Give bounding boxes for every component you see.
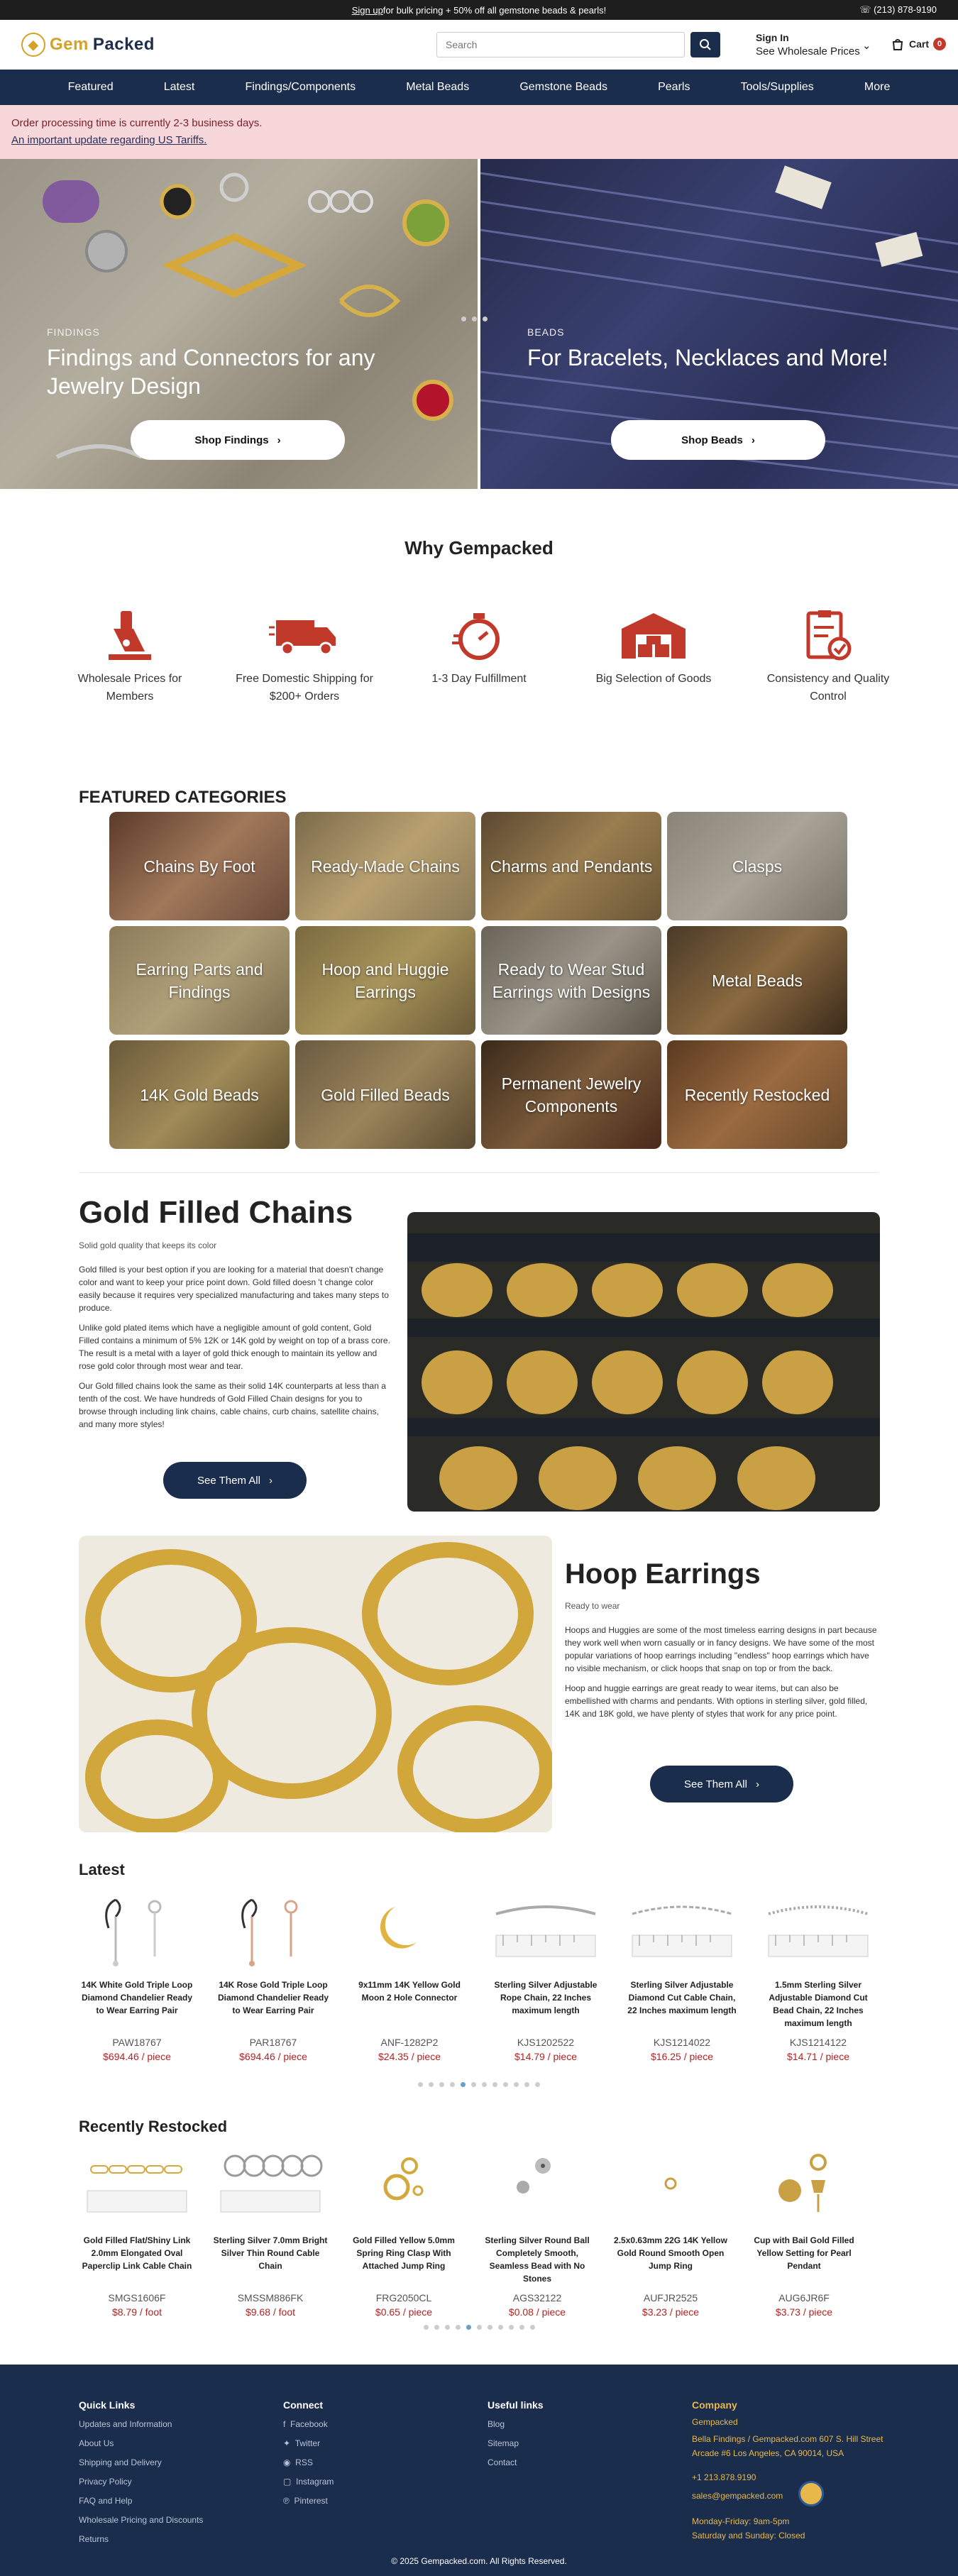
nav-gemstone-beads[interactable]: Gemstone Beads [519, 81, 607, 93]
gold-chain-spools-image [407, 1212, 880, 1512]
carousel-dot[interactable] [519, 2325, 524, 2330]
nav-tools-supplies[interactable]: Tools/Supplies [740, 81, 814, 93]
nav-more[interactable]: More [864, 81, 891, 93]
gold-filled-see-all-button[interactable] [163, 1462, 307, 1499]
footer-connect [283, 2396, 334, 2511]
carousel-dot[interactable] [477, 2325, 482, 2330]
footer-link-privacy[interactable]: Privacy Policy [79, 2477, 132, 2487]
product-image [492, 1886, 599, 1971]
footer-company [692, 2396, 883, 2543]
gold-filled-paragraph-3: Our Gold filled chains look the same as their solid 14K counterparts at less than a tenth of the cost. We have hundreds of Gold Filled Chain designs for you to browse through including link chains, cable chains, curb chains, satellite chains, and many more styles! [79, 1381, 386, 1429]
category-gold-filled-beads[interactable]: Gold Filled Beads [295, 1040, 475, 1149]
hoop-earrings-subtitle: Ready to wear [565, 1601, 620, 1611]
product-price: $0.65 / piece [375, 2306, 433, 2318]
product-name: Gold Filled Yellow 5.0mm Spring Ring Clasp With Attached Jump Ring [353, 2235, 455, 2271]
product-sku: AGS32122 [512, 2292, 562, 2303]
company-phone[interactable]: +1 213.878.9190 [692, 2472, 756, 2482]
nav-findings-components[interactable]: Findings/Components [245, 81, 356, 93]
trust-seal-icon [798, 2481, 824, 2506]
restocked-carousel-dots[interactable] [0, 2325, 958, 2330]
product-card[interactable] [351, 1885, 468, 2062]
category-charms-pendants[interactable]: Charms and Pendants [481, 812, 661, 920]
footer-link-faq[interactable]: FAQ and Help [79, 2496, 133, 2506]
carousel-dot[interactable] [418, 2082, 423, 2087]
product-sku: SMSSM886FK [237, 2292, 304, 2303]
hero-banner [0, 159, 958, 489]
hero-carousel-dots[interactable] [461, 317, 488, 321]
hoop-earrings-description [565, 1624, 877, 1720]
product-name: 9x11mm 14K Yellow Gold Moon 2 Hole Connector [358, 1980, 461, 2003]
footer-connect-title: Connect [283, 2399, 323, 2411]
product-price: $14.71 / piece [787, 2051, 849, 2062]
hero-findings-title: Findings and Connectors for any Jewelry Design [47, 345, 375, 399]
feature-wholesale [55, 607, 204, 705]
product-sku: ANF-1282P2 [380, 2037, 439, 2048]
why-gempacked-features [0, 607, 958, 705]
footer-instagram-link[interactable] [283, 2477, 334, 2487]
product-image [367, 1886, 452, 1971]
carousel-dot[interactable] [424, 2325, 429, 2330]
shopping-bag-icon [891, 37, 905, 51]
feature-selection [579, 607, 728, 705]
search-button[interactable] [690, 32, 720, 57]
carousel-dot[interactable] [439, 2082, 444, 2087]
footer-quick-links [79, 2396, 203, 2549]
carousel-dot[interactable] [492, 2082, 497, 2087]
product-card[interactable] [346, 2140, 462, 2318]
product-name: Sterling Silver 7.0mm Bright Silver Thin Round Cable Chain [213, 2235, 328, 2271]
site-header [0, 20, 958, 70]
product-sku: SMGS1606F [108, 2292, 166, 2303]
tariffs-update-link[interactable]: An important update regarding US Tariffs. [11, 134, 207, 146]
featured-categories-title: FEATURED CATEGORIES [79, 788, 287, 807]
search-icon [699, 38, 712, 51]
product-sku: KJS1214022 [653, 2037, 711, 2048]
category-permanent-jewelry[interactable]: Permanent Jewelry Components [481, 1040, 661, 1149]
footer-link-returns[interactable]: Returns [79, 2534, 109, 2544]
hoop-earrings-image [79, 1536, 552, 1832]
product-name: 14K White Gold Triple Loop Diamond Chandelier Ready to Wear Earring Pair [81, 1980, 193, 2015]
feature-free-shipping-label: Free Domestic Shipping for $200+ Orders [236, 673, 373, 703]
product-price: $694.46 / piece [239, 2051, 307, 2062]
instagram-label: Instagram [296, 2477, 334, 2487]
phone-number[interactable]: ☏ (213) 878-9190 [859, 4, 937, 15]
cart-count-badge: 0 [933, 38, 946, 50]
restocked-title: Recently Restocked [79, 2118, 228, 2135]
section-divider [79, 1172, 879, 1173]
search-bar [436, 32, 720, 57]
twitter-label: Twitter [294, 2438, 321, 2448]
processing-time-notice: Order processing time is currently 2-3 business days. [11, 117, 263, 129]
carousel-dot[interactable] [503, 2082, 508, 2087]
feature-quality-label: Consistency and Quality Control [766, 673, 890, 703]
product-sku: KJS1202522 [517, 2037, 575, 2048]
footer-link-blog[interactable]: Blog [488, 2419, 505, 2429]
truck-icon [269, 615, 340, 657]
copyright: © 2025 Gempacked.com. All Rights Reserved. [391, 2556, 567, 2566]
hero-findings-eyebrow: FINDINGS [47, 326, 100, 338]
product-card[interactable] [624, 1885, 740, 2062]
shop-findings-label: Shop Findings [194, 434, 269, 446]
category-earring-parts[interactable]: Earring Parts and Findings [109, 926, 290, 1035]
see-all-label: See Them All [197, 1474, 260, 1487]
footer-link-wholesale[interactable]: Wholesale Pricing and Discounts [79, 2515, 204, 2525]
product-name: 2.5x0.63mm 22G 14K Yellow Gold Round Smooth Open Jump Ring [614, 2235, 727, 2271]
see-all-label: See Them All [684, 1778, 747, 1790]
gold-filled-paragraph-1: Gold filled is your best option if you are looking for a material that doesn't change color and want to keep your price point down. Gold filled doesn 't change color easily because it requires very specialized manufacturing and takes many steps to produce. [79, 1265, 389, 1313]
carousel-dot[interactable] [434, 2325, 439, 2330]
product-image [231, 1886, 316, 1971]
category-clasps[interactable]: Clasps [667, 812, 847, 920]
feature-fulfillment-label: 1-3 Day Fulfillment [431, 673, 527, 685]
carousel-dot[interactable] [456, 2325, 461, 2330]
product-card[interactable] [479, 2140, 595, 2318]
wholesale-prices-label: See Wholesale Prices [756, 45, 860, 57]
shop-beads-button[interactable] [611, 420, 825, 460]
top-announcement-bar [0, 0, 958, 20]
product-sku: AUFJR2525 [643, 2292, 698, 2303]
hero-beads-title: For Bracelets, Necklaces and More! [527, 345, 888, 370]
warehouse-icon [618, 607, 689, 664]
footer-link-updates[interactable]: Updates and Information [79, 2419, 172, 2429]
product-image [84, 2145, 190, 2223]
feature-selection-label: Big Selection of Goods [595, 673, 712, 685]
price-tag-icon [105, 607, 155, 664]
main-navigation [0, 70, 958, 105]
hoop-see-all-button[interactable] [650, 1766, 793, 1802]
product-price: $0.08 / piece [508, 2306, 566, 2318]
chevron-right-icon: › [277, 434, 281, 446]
product-sku: FRG2050CL [375, 2292, 432, 2303]
product-price: $3.23 / piece [642, 2306, 700, 2318]
gem-logo-icon: ◆ [21, 33, 45, 57]
site-logo[interactable] [21, 33, 155, 57]
carousel-dot[interactable] [514, 2082, 519, 2087]
product-image [628, 2145, 713, 2223]
rss-icon: ◉ [283, 2457, 291, 2467]
cart-button[interactable] [891, 37, 946, 51]
signup-link[interactable]: Sign up [351, 4, 383, 16]
gold-filled-paragraph-2: Unlike gold plated items which have a negligible amount of gold content, Gold Filled contains a minimum of 5% 12K or 14K gold by weight on top of a brass core. The result is a metal with a layer of gold thick enough to maintain its yellow and rose gold color through most wear and tear. [79, 1323, 390, 1371]
product-sku: PAR18767 [249, 2037, 297, 2048]
nav-metal-beads[interactable]: Metal Beads [406, 81, 470, 93]
product-sku: AUG6JR6F [778, 2292, 830, 2303]
pinterest-label: Pinterest [294, 2496, 328, 2506]
feature-free-shipping [230, 607, 379, 705]
product-price: $16.25 / piece [651, 2051, 713, 2062]
promo-text: for bulk pricing + 50% off all gemstone beads & pearls! [382, 4, 607, 16]
footer-pinterest-link[interactable] [283, 2496, 328, 2506]
gold-filled-title: Gold Filled Chains [79, 1195, 353, 1230]
shop-findings-button[interactable] [131, 420, 345, 460]
product-price: $24.35 / piece [378, 2051, 441, 2062]
product-image [94, 1886, 180, 1971]
nav-pearls[interactable]: Pearls [658, 81, 690, 93]
carousel-dot[interactable] [429, 2082, 434, 2087]
category-chains-by-foot[interactable]: Chains By Foot [109, 812, 290, 920]
nav-latest[interactable]: Latest [163, 81, 195, 93]
feature-fulfillment [404, 607, 554, 705]
phone-text: (213) 878-9190 [874, 4, 937, 15]
shop-beads-label: Shop Beads [681, 434, 743, 446]
carousel-dot[interactable] [535, 2082, 540, 2087]
carousel-dot[interactable] [461, 317, 466, 321]
feature-quality [754, 607, 903, 705]
footer-quick-links-title: Quick Links [79, 2399, 136, 2411]
footer-link-shipping[interactable]: Shipping and Delivery [79, 2457, 162, 2467]
footer-facebook-link[interactable] [283, 2419, 328, 2429]
carousel-dot[interactable] [498, 2325, 503, 2330]
product-image [629, 1886, 735, 1971]
product-sku: PAW18767 [112, 2037, 162, 2048]
restocked-products-row [0, 2140, 862, 2318]
product-price: $9.68 / foot [245, 2306, 296, 2318]
latest-title: Latest [79, 1861, 125, 1878]
product-card[interactable] [215, 1885, 331, 2062]
product-image [495, 2145, 580, 2223]
carousel-dot[interactable] [482, 2082, 487, 2087]
product-card[interactable] [746, 2140, 862, 2318]
latest-products-row [0, 1885, 876, 2062]
gold-filled-subtitle: Solid gold quality that keeps its color [79, 1240, 217, 1250]
company-hours-weekdays: Monday-Friday: 9am-5pm [692, 2516, 790, 2526]
hoop-paragraph-2: Hoop and huggie earrings are great ready to wear items, but can also be embellished with charms and pendants. With options in sterling silver, gold filled, 14K and 18K gold, we have plenty of styles that work for any price point. [565, 1683, 868, 1719]
product-name: Gold Filled Flat/Shiny Link 2.0mm Elongated Oval Paperclip Link Cable Chain [82, 2235, 192, 2271]
why-gempacked-title: Why Gempacked [404, 537, 554, 558]
product-sku: KJS1214122 [789, 2037, 847, 2048]
hero-findings-panel [0, 159, 478, 489]
footer-twitter-link[interactable] [283, 2438, 320, 2448]
product-card[interactable] [488, 1885, 604, 2062]
chevron-right-icon: › [751, 434, 755, 446]
category-hoop-huggie-earrings[interactable]: Hoop and Huggie Earrings [295, 926, 475, 1035]
category-stud-earrings[interactable]: Ready to Wear Stud Earrings with Designs [481, 926, 661, 1035]
product-price: $3.73 / piece [775, 2306, 833, 2318]
product-card[interactable] [612, 2140, 729, 2318]
stopwatch-icon [451, 607, 507, 664]
category-ready-made-chains[interactable]: Ready-Made Chains [295, 812, 475, 920]
product-name: Sterling Silver Adjustable Diamond Cut Cable Chain, 22 Inches maximum length [627, 1980, 737, 2015]
footer-link-about[interactable]: About Us [79, 2438, 114, 2448]
gold-filled-description [79, 1263, 391, 1431]
product-name: Sterling Silver Round Ball Completely Smooth, Seamless Bead with No Stones [485, 2235, 590, 2284]
nav-featured[interactable]: Featured [67, 81, 114, 93]
footer-company-title: Company [692, 2399, 737, 2411]
category-14k-gold-beads[interactable]: 14K Gold Beads [109, 1040, 290, 1149]
category-metal-beads[interactable]: Metal Beads [667, 926, 847, 1035]
hoop-paragraph-1: Hoops and Huggies are some of the most timeless earring designs in part because they work well when worn casually or in fancy designs. We have some of the most popular variations of hoop earrings including "endless" hoop earrings which have no visible mechanism, or click hoops that snap on top or from the back. [565, 1625, 877, 1673]
product-card[interactable] [760, 1885, 876, 2062]
product-name: Cup with Bail Gold Filled Yellow Setting for Pearl Pendant [754, 2235, 854, 2271]
clipboard-check-icon [800, 607, 857, 664]
product-name: Sterling Silver Adjustable Rope Chain, 22 Inches maximum length [494, 1980, 598, 2015]
featured-categories-grid [109, 812, 958, 1149]
pinterest-icon: ℗ [283, 2496, 290, 2506]
company-email[interactable]: sales@gempacked.com [692, 2491, 783, 2501]
notice-banner [0, 105, 958, 159]
company-address: Bella Findings / Gempacked.com 607 S. Hill Street Arcade #6 Los Angeles, CA 90014, USA [692, 2434, 883, 2458]
product-image [761, 2145, 847, 2223]
product-price: $694.46 / piece [103, 2051, 171, 2062]
product-image [765, 1886, 871, 1971]
product-price: $14.79 / piece [514, 2051, 577, 2062]
carousel-dot[interactable] [488, 2325, 492, 2330]
product-card[interactable] [212, 2140, 329, 2318]
account-menu[interactable] [756, 31, 871, 59]
feature-wholesale-label: Wholesale Prices for Members [77, 673, 182, 703]
carousel-dot[interactable] [471, 2082, 476, 2087]
category-recently-restocked[interactable]: Recently Restocked [667, 1040, 847, 1149]
logo-text-gem: Gem [50, 35, 89, 54]
carousel-dot[interactable] [450, 2082, 455, 2087]
company-name: Gempacked [692, 2417, 738, 2427]
search-input[interactable] [436, 32, 685, 57]
carousel-dot[interactable] [472, 317, 477, 321]
product-price: $8.79 / foot [111, 2306, 163, 2318]
footer-link-sitemap[interactable]: Sitemap [488, 2438, 519, 2448]
footer-link-contact[interactable]: Contact [488, 2457, 517, 2467]
cart-label: Cart [909, 38, 930, 50]
twitter-icon: ✦ [283, 2438, 291, 2448]
carousel-dot-active[interactable] [466, 2325, 471, 2330]
hoop-earrings-title: Hoop Earrings [565, 1558, 761, 1590]
product-image [217, 2145, 324, 2223]
rss-label: RSS [295, 2457, 313, 2467]
product-card[interactable] [79, 2140, 195, 2318]
product-name: 1.5mm Sterling Silver Adjustable Diamond Cut Bead Chain, 22 Inches maximum length [769, 1980, 868, 2028]
carousel-dot[interactable] [530, 2325, 535, 2330]
chevron-down-icon: ⌄ [862, 40, 871, 52]
hero-beads-panel [480, 159, 958, 489]
carousel-dot[interactable] [445, 2325, 450, 2330]
carousel-dot[interactable] [483, 317, 488, 321]
footer-useful-links [488, 2396, 544, 2472]
site-footer [0, 2365, 958, 2576]
instagram-icon: ▢ [283, 2477, 292, 2487]
product-card[interactable] [79, 1885, 195, 2062]
footer-rss-link[interactable] [283, 2457, 313, 2467]
footer-useful-links-title: Useful links [488, 2399, 544, 2411]
product-image [361, 2145, 446, 2223]
chevron-right-icon: › [268, 1474, 272, 1487]
facebook-label: Facebook [290, 2419, 328, 2429]
hero-beads-eyebrow: BEADS [527, 326, 565, 338]
product-name: 14K Rose Gold Triple Loop Diamond Chandelier Ready to Wear Earring Pair [217, 1980, 329, 2015]
sign-in-label: Sign In [756, 32, 789, 43]
company-hours-weekend: Saturday and Sunday: Closed [692, 2531, 805, 2541]
carousel-dot-active[interactable] [461, 2082, 466, 2087]
facebook-icon: f [283, 2419, 286, 2429]
chevron-right-icon: › [755, 1778, 759, 1790]
carousel-dot[interactable] [524, 2082, 529, 2087]
logo-text-packed: Packed [92, 35, 155, 54]
carousel-dot[interactable] [509, 2325, 514, 2330]
latest-carousel-dots[interactable] [0, 2082, 958, 2087]
